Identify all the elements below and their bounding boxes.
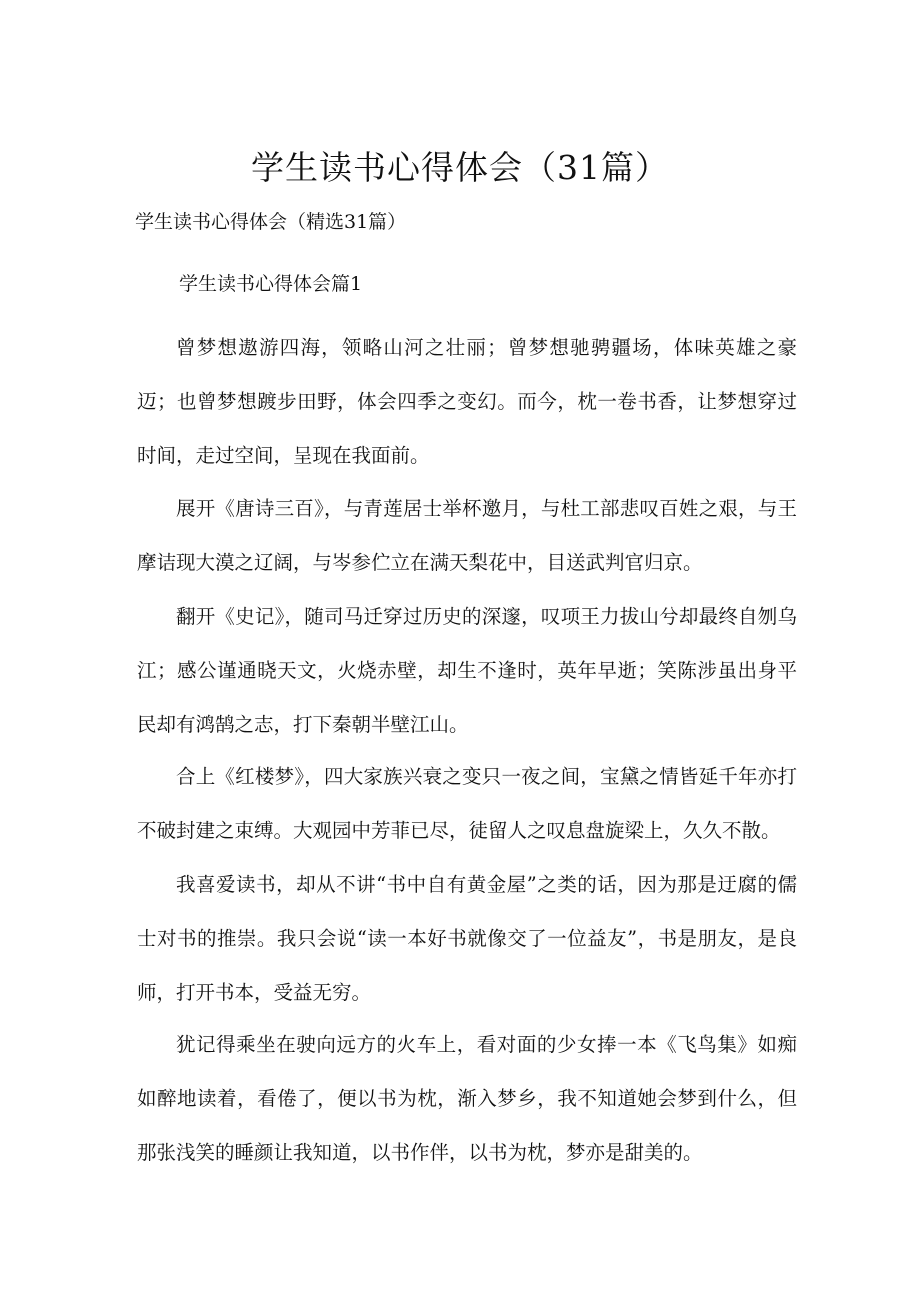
paragraph-6: 犹记得乘坐在驶向远方的火车上，看对面的少女捧一本《飞鸟集》如痴如醉地读着，看倦了，便以书为枕，渐入梦乡，我不知道她会梦到什么，但那张浅笑的睡颜让我知道，以书作伴，以书为枕，梦亦是甜美的。 [137,1033,797,1164]
document-subtitle: 学生读书心得体会（精选31篇） [135,211,407,233]
document-title: 学生读书心得体会（31篇） [251,148,669,187]
section-heading: 学生读书心得体会篇1 [179,273,363,295]
paragraph-1: 曾梦想遨游四海，领略山河之壮丽；曾梦想驰骋疆场，体味英雄之豪迈；也曾梦想踱步田野，体会四季之变幻。而今，枕一卷书香，让梦想穿过时间，走过空间，呈现在我面前。 [137,336,797,467]
paragraph-4: 合上《红楼梦》，四大家族兴衰之变只一夜之间，宝黛之情皆延千年亦打不破封建之束缚。大观园中芳菲已尽，徒留人之叹息盘旋梁上，久久不散。 [137,765,797,842]
paragraph-3: 翻开《史记》，随司马迁穿过历史的深邃，叹项王力拔山兮却最终自刎乌江；感公谨通晓天文，火烧赤壁，却生不逢时，英年早逝；笑陈涉虽出身平民却有鸿鹄之志，打下秦朝半壁江山。 [137,605,797,736]
paragraph-5: 我喜爱读书，却从不讲“书中自有黄金屋”之类的话，因为那是迂腐的儒士对书的推崇。我只会说“读一本好书就像交了一位益友”，书是朋友，是良师，打开书本，受益无穷。 [137,873,797,1004]
paragraph-2: 展开《唐诗三百》，与青莲居士举杯邀月，与杜工部悲叹百姓之艰，与王摩诘现大漠之辽阔，与岑参伫立在满天梨花中，目送武判官归京。 [137,497,797,574]
